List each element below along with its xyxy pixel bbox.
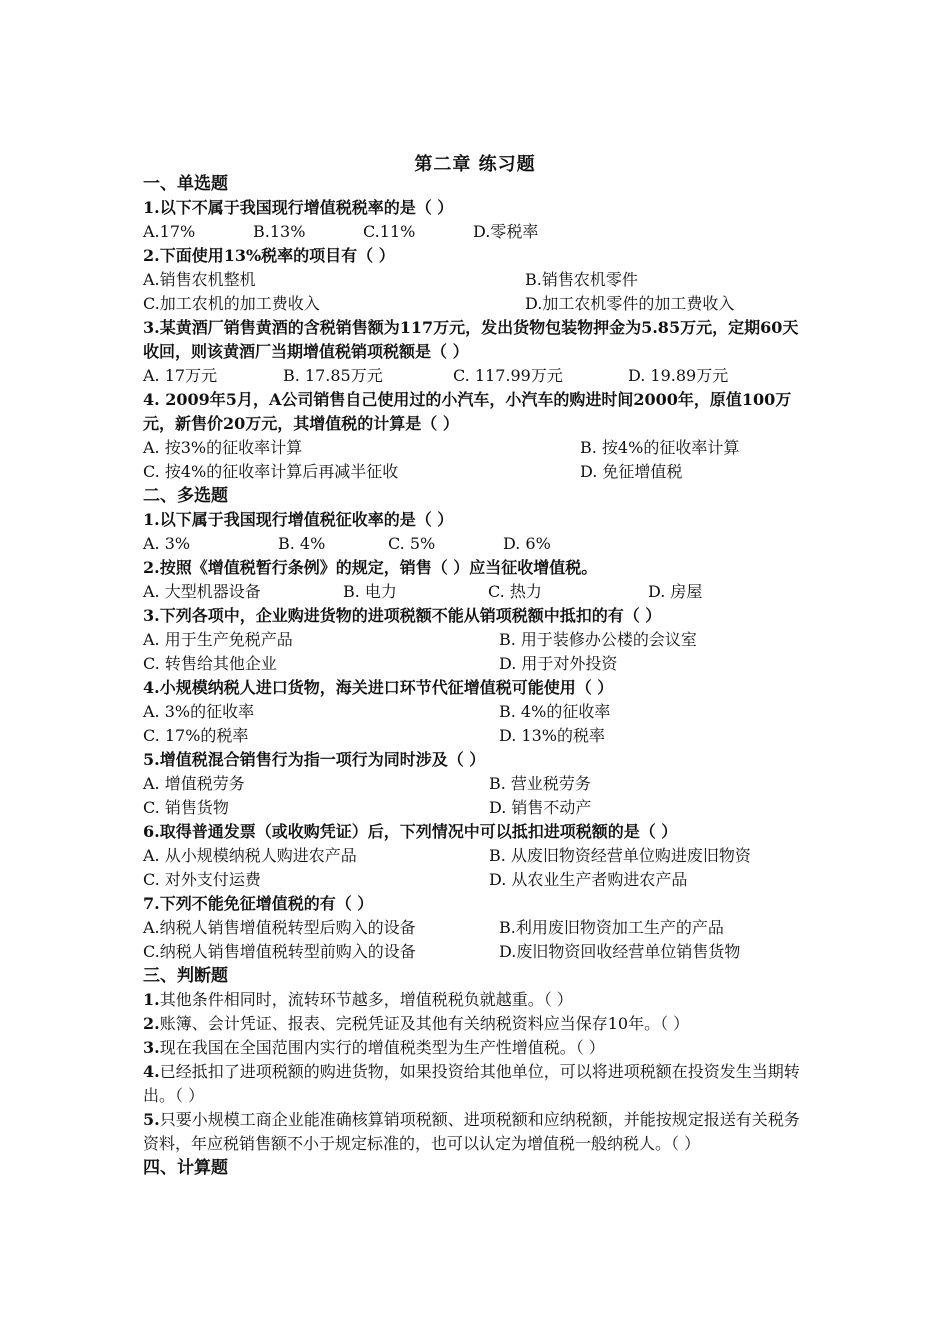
- question-text: 2.按照《增值税暂行条例》的规定，销售（ ）应当征收增值税。: [143, 558, 598, 577]
- option: C. 117.99万元: [453, 366, 563, 385]
- options-grid: [143, 700, 808, 748]
- option: B.13%: [253, 222, 306, 241]
- option: A. 17万元: [143, 366, 218, 385]
- question-text: 1.以下不属于我国现行增值税税率的是（ ）: [143, 198, 454, 217]
- option: B. 4%的征收率: [499, 702, 611, 721]
- option: D.加工农机零件的加工费收入: [525, 294, 735, 313]
- option: C.加工农机的加工费收入: [143, 294, 320, 313]
- option: D. 用于对外投资: [499, 654, 618, 673]
- section-heading-judge: 三、判断题: [143, 966, 228, 986]
- question-text: 5.增值税混合销售行为指一项行为同时涉及（ ）: [143, 750, 486, 769]
- item-number: 5.: [143, 1110, 160, 1129]
- option: B. 17.85万元: [283, 366, 383, 385]
- option: C. 销售货物: [143, 798, 229, 817]
- question-text: 3.下列各项中，企业购进货物的进项税额不能从销项税额中抵扣的有（ ）: [143, 606, 662, 625]
- option: D. 房屋: [648, 582, 703, 601]
- page-title: 第二章 练习题: [414, 154, 536, 175]
- judge-item: [143, 988, 808, 1012]
- question-text: 3.某黄酒厂销售黄酒的含税销售额为117万元，发出货物包装物押金为5.85万元，定期60天收回，则该黄酒厂当期增值税销项税额是（ ）: [143, 318, 799, 361]
- item-text: 已经抵扣了进项税额的购进货物，如果投资给其他单位，可以将进项税额在投资发生当期转出。（ ）: [143, 1062, 800, 1105]
- options-grid: [143, 916, 808, 964]
- question-text: 2.下面使用13%税率的项目有（ ）: [143, 246, 395, 265]
- option: B. 4%: [278, 534, 326, 553]
- judge-item: [143, 1012, 808, 1036]
- question-text: 4.小规模纳税人进口货物，海关进口环节代征增值税可能使用（ ）: [143, 678, 614, 697]
- option: C.11%: [363, 222, 416, 241]
- option: B. 按4%的征收率计算: [580, 438, 740, 457]
- judge-item: [143, 1108, 808, 1156]
- option: A. 3%: [143, 534, 191, 553]
- item-number: 1.: [143, 990, 160, 1009]
- option: C.纳税人销售增值税转型前购入的设备: [143, 942, 416, 961]
- option: C. 17%的税率: [143, 726, 249, 745]
- section-heading-calc: 四、计算题: [143, 1158, 228, 1178]
- item-text: 现在我国在全国范围内实行的增值税类型为生产性增值税。（ ）: [159, 1038, 605, 1057]
- item-text: 只要小规模工商企业能准确核算销项税额、进项税额和应纳税额，并能按规定报送有关税务资料，年应税销售额不小于规定标准的，也可以认定为增值税一般纳税人。（ ）: [143, 1110, 800, 1153]
- options-grid: [143, 844, 808, 892]
- options-grid: [143, 772, 808, 820]
- question-text: 6.取得普通发票（或收购凭证）后，下列情况中可以抵扣进项税额的是（ ）: [143, 822, 678, 841]
- option: B.销售农机零件: [525, 270, 638, 289]
- option: D. 6%: [503, 534, 551, 553]
- option: B. 电力: [343, 582, 397, 601]
- section-heading-multi: 二、多选题: [143, 486, 228, 506]
- option: D. 13%的税率: [499, 726, 605, 745]
- option: A. 按3%的征收率计算: [143, 438, 303, 457]
- item-text: 其他条件相同时，流转环节越多，增值税税负就越重。（ ）: [159, 990, 573, 1009]
- options-row: [143, 220, 808, 244]
- options-row: [143, 580, 808, 604]
- option: A. 3%的征收率: [143, 702, 255, 721]
- item-number: 3.: [143, 1038, 160, 1057]
- option: C. 对外支付运费: [143, 870, 261, 889]
- option: D. 免征增值税: [580, 462, 683, 481]
- option: C. 5%: [388, 534, 436, 553]
- options-grid: [143, 628, 808, 676]
- option: D. 19.89万元: [628, 366, 729, 385]
- option: B.利用废旧物资加工生产的产品: [499, 918, 724, 937]
- option: D.废旧物资回收经营单位销售货物: [499, 942, 741, 961]
- option: A. 从小规模纳税人购进农产品: [143, 846, 357, 865]
- options-grid: [143, 436, 808, 484]
- section-heading-single: 一、单选题: [143, 174, 228, 194]
- option: A. 增值税劳务: [143, 774, 245, 793]
- item-text: 账簿、会计凭证、报表、完税凭证及其他有关纳税资料应当保存10年。（ ）: [159, 1014, 690, 1033]
- option: D. 从农业生产者购进农产品: [489, 870, 688, 889]
- exercise-content: [143, 172, 808, 1180]
- option: A.17%: [143, 222, 196, 241]
- option: B. 从废旧物资经营单位购进废旧物资: [489, 846, 751, 865]
- question-text: 1.以下属于我国现行增值税征收率的是（ ）: [143, 510, 454, 529]
- options-grid: [143, 268, 808, 316]
- option: C. 转售给其他企业: [143, 654, 277, 673]
- options-row: [143, 532, 808, 556]
- question-text: 7.下列不能免征增值税的有（ ）: [143, 894, 374, 913]
- judge-item: [143, 1036, 808, 1060]
- option: D. 销售不动产: [489, 798, 592, 817]
- option: A.纳税人销售增值税转型后购入的设备: [143, 918, 416, 937]
- option: D.零税率: [473, 222, 539, 241]
- option: B. 营业税劳务: [489, 774, 591, 793]
- item-number: 4.: [143, 1062, 160, 1081]
- option: B. 用于装修办公楼的会议室: [499, 630, 697, 649]
- option: A. 大型机器设备: [143, 582, 261, 601]
- item-number: 2.: [143, 1014, 160, 1033]
- option: A. 用于生产免税产品: [143, 630, 293, 649]
- options-row: [143, 364, 808, 388]
- question-text: 4. 2009年5月，A公司销售自己使用过的小汽车，小汽车的购进时间2000年，原值100万元，新售价20万元，其增值税的计算是（ ）: [143, 390, 792, 433]
- option: C. 按4%的征收率计算后再减半征收: [143, 462, 399, 481]
- option: C. 热力: [488, 582, 542, 601]
- judge-item: [143, 1060, 808, 1108]
- option: A.销售农机整机: [143, 270, 256, 289]
